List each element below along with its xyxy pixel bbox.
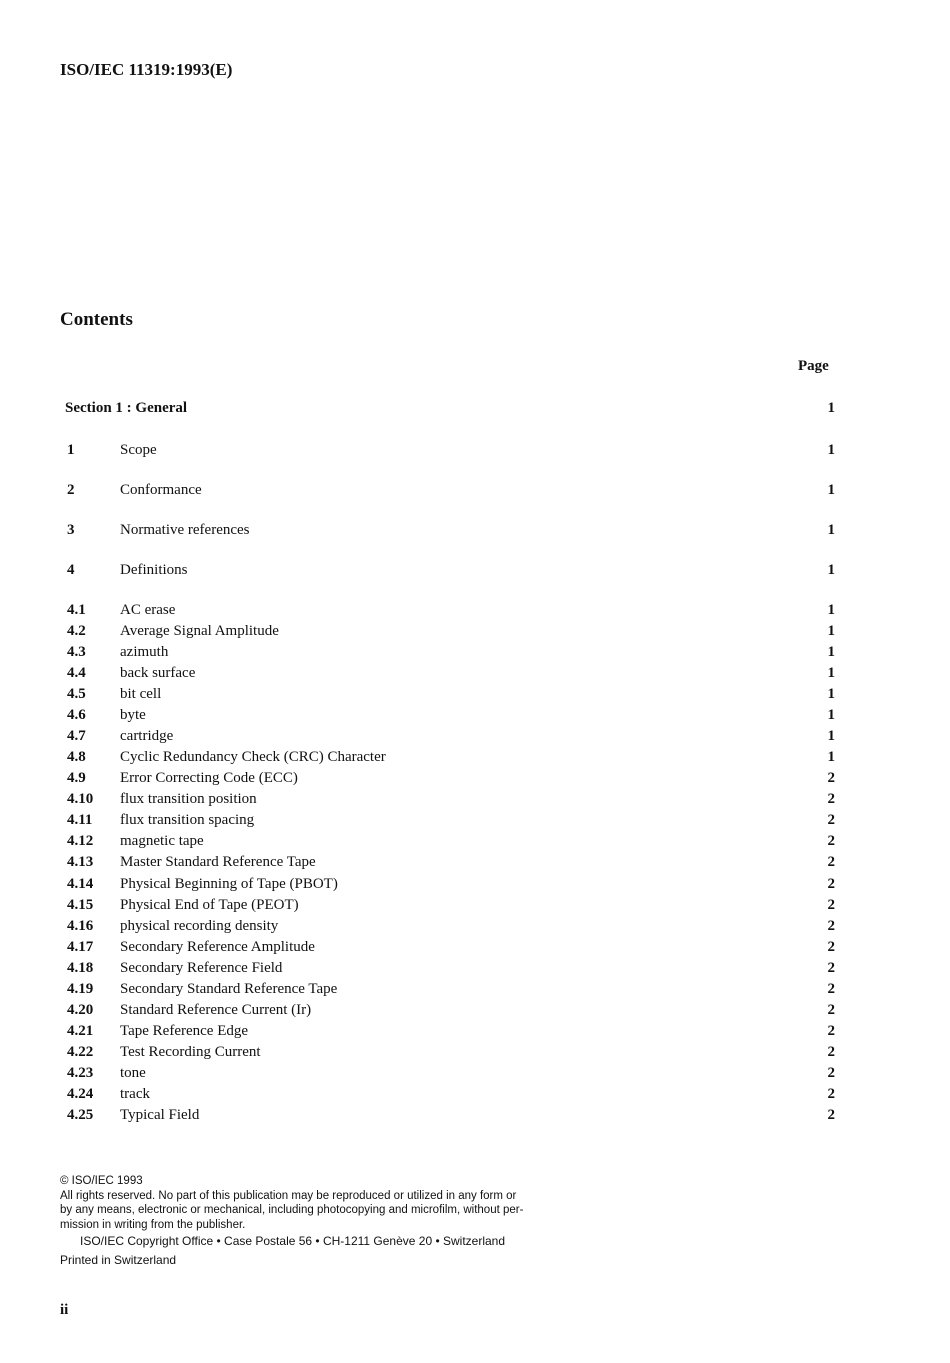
toc-subentry-title: Standard Reference Current (Ir): [120, 1002, 312, 1018]
toc-entry-title: Scope: [120, 442, 157, 458]
toc-subentry-page: 1: [827, 686, 835, 702]
toc-entry-page: 1: [827, 482, 835, 498]
toc-subentry-number: 4.17: [67, 939, 94, 955]
toc-subentry[interactable]: [67, 622, 835, 640]
toc-subentry-number: 4.11: [67, 812, 93, 828]
toc-entry-page: 1: [827, 522, 835, 538]
toc-subentry-number: 4.2: [67, 623, 86, 639]
toc-subentry-page: 2: [827, 1107, 835, 1123]
copyright-line: © ISO/IEC 1993: [60, 1175, 143, 1187]
toc-entry-number: 1: [67, 442, 75, 458]
toc-subentry-page: 1: [827, 707, 835, 723]
printed-in-line: Printed in Switzerland: [60, 1252, 177, 1267]
toc-subentry-number: 4.25: [67, 1107, 94, 1123]
toc-entry-normative-references[interactable]: [67, 521, 835, 539]
toc-subentry-number: 4.14: [67, 876, 94, 892]
toc-subentry-page: 2: [827, 1023, 835, 1039]
toc-subentry-number: 4.22: [67, 1044, 94, 1060]
toc-subentry-title: Physical Beginning of Tape (PBOT): [120, 876, 338, 892]
toc-subentry-page: 2: [827, 918, 835, 934]
toc-subentry-title: flux transition position: [120, 791, 257, 807]
rights-line-1: All rights reserved. No part of this publication may be reproduced or utilized in any form or: [60, 1189, 517, 1202]
toc-subentry[interactable]: [67, 1043, 835, 1061]
toc-subentry[interactable]: [67, 769, 835, 787]
toc-subentry-title: track: [120, 1086, 150, 1102]
toc-section-label: Section 1 : General: [65, 400, 188, 416]
toc-subentry[interactable]: [67, 1085, 835, 1103]
toc-subentry-number: 4.10: [67, 791, 94, 807]
toc-subentry-page: 1: [827, 602, 835, 618]
toc-subentry-title: Cyclic Redundancy Check (CRC) Character: [120, 749, 386, 765]
toc-subentry[interactable]: [67, 601, 835, 619]
toc-subentry-number: 4.24: [67, 1086, 94, 1102]
toc-entry-title: Definitions: [120, 562, 188, 578]
toc-subentry[interactable]: [67, 790, 835, 808]
toc-subentry[interactable]: [67, 959, 835, 977]
toc-subentry-title: Average Signal Amplitude: [120, 623, 279, 639]
toc-subentry-page: 2: [827, 1044, 835, 1060]
toc-subentry-number: 4.9: [67, 770, 86, 786]
toc-subentry-number: 4.13: [67, 854, 94, 870]
toc-subentry[interactable]: [67, 811, 835, 829]
toc-subentry-number: 4.21: [67, 1023, 94, 1039]
toc-entry-definitions[interactable]: [67, 561, 835, 579]
toc-subentry-page: 1: [827, 728, 835, 744]
toc-subentry-page: 2: [827, 897, 835, 913]
contents-title: Contents: [60, 309, 133, 330]
toc-subentry-title: Secondary Reference Field: [120, 960, 283, 976]
toc-subentry-number: 4.5: [67, 686, 86, 702]
toc-subentry[interactable]: [67, 980, 835, 998]
toc-subentry-page: 2: [827, 939, 835, 955]
copyright-notice: [60, 1174, 620, 1267]
toc-subentry-title: flux transition spacing: [120, 812, 255, 828]
toc-subentry-title: Test Recording Current: [120, 1044, 261, 1060]
toc-entry-number: 3: [67, 522, 75, 538]
toc-subentry-title: byte: [120, 707, 146, 723]
toc-subentry-page: 2: [827, 960, 835, 976]
toc-subentry-number: 4.6: [67, 707, 86, 723]
toc-subentry-page: 1: [827, 644, 835, 660]
toc-subentry[interactable]: [67, 706, 835, 724]
toc-entry-page: 1: [827, 442, 835, 458]
toc-subentry[interactable]: [67, 832, 835, 850]
toc-subentry[interactable]: [67, 1022, 835, 1040]
toc-subentry-page: 2: [827, 812, 835, 828]
toc-subentry-title: azimuth: [120, 644, 169, 660]
toc-subentry[interactable]: [67, 1001, 835, 1019]
toc-subentry-number: 4.19: [67, 981, 94, 997]
toc-entry-scope[interactable]: [67, 441, 835, 459]
toc-subentry-page: 2: [827, 791, 835, 807]
toc-subentry-number: 4.20: [67, 1002, 94, 1018]
toc-subentry-title: Tape Reference Edge: [120, 1023, 249, 1039]
toc-subentry-number: 4.8: [67, 749, 86, 765]
toc-subentry-page: 1: [827, 749, 835, 765]
document-id-header: ISO/IEC 11319:1993(E): [60, 60, 233, 79]
toc-subentry-title: Error Correcting Code (ECC): [120, 770, 298, 786]
toc-subentry-page: 2: [827, 770, 835, 786]
toc-subentry-title: physical recording density: [120, 918, 279, 934]
toc-subentry-number: 4.1: [67, 602, 86, 618]
toc-subentry-title: Physical End of Tape (PEOT): [120, 897, 299, 913]
toc-subentry-page: 2: [827, 876, 835, 892]
rights-line-3: mission in writing from the publisher.: [60, 1218, 246, 1231]
toc-entry-number: 4: [67, 562, 75, 578]
toc-subentry-number: 4.15: [67, 897, 94, 913]
toc-subentry-number: 4.12: [67, 833, 94, 849]
toc-subentry-title: Master Standard Reference Tape: [120, 854, 316, 870]
toc-entry-conformance[interactable]: [67, 481, 835, 499]
toc-subentry[interactable]: [67, 664, 835, 682]
toc-entry-title: Normative references: [120, 522, 250, 538]
toc-entry-page: 1: [827, 562, 835, 578]
toc-subentry-page: 1: [827, 665, 835, 681]
toc-entry-title: Conformance: [120, 482, 202, 498]
toc-subentry-page: 2: [827, 1002, 835, 1018]
toc-subentry-title: bit cell: [120, 686, 162, 702]
toc-subentry[interactable]: [67, 748, 835, 766]
toc-subentry[interactable]: [67, 896, 835, 914]
rights-line-2: by any means, electronic or mechanical, including photocopying and microfilm, without per-: [60, 1204, 524, 1216]
toc-subentry[interactable]: [67, 727, 835, 745]
toc-subentry-page: 2: [827, 981, 835, 997]
toc-subentry-title: tone: [120, 1065, 146, 1081]
toc-subentry-number: 4.23: [67, 1065, 94, 1081]
toc-subentry-number: 4.3: [67, 644, 86, 660]
toc-subentry-title: Secondary Standard Reference Tape: [120, 981, 338, 997]
page-number: ii: [60, 1302, 69, 1318]
toc-subentry-title: magnetic tape: [120, 833, 204, 849]
toc-subentry-number: 4.18: [67, 960, 94, 976]
toc-subentry-number: 4.16: [67, 918, 94, 934]
toc-subentry-title: cartridge: [120, 728, 174, 744]
toc-entry-number: 2: [67, 482, 75, 498]
toc-subentry-number: 4.7: [67, 728, 86, 744]
toc-subentry-title: back surface: [120, 665, 196, 681]
toc-section-page: 1: [827, 400, 835, 416]
copyright-office-address: ISO/IEC Copyright Office • Case Postale 56 • CH-1211 Genève 20 • Switzerland: [80, 1234, 506, 1248]
toc-subentry-title: Typical Field: [120, 1107, 200, 1123]
toc-subentry[interactable]: [67, 917, 835, 935]
toc-subentry[interactable]: [67, 1106, 835, 1124]
page-column-heading: Page: [798, 358, 829, 374]
toc-subentry[interactable]: [67, 643, 835, 661]
toc-subentry-number: 4.4: [67, 665, 86, 681]
toc-subentry[interactable]: [67, 1064, 835, 1082]
toc-subentry[interactable]: [67, 685, 835, 703]
toc-subentry-page: 1: [827, 623, 835, 639]
toc-subentry-page: 2: [827, 854, 835, 870]
toc-subentry-title: Secondary Reference Amplitude: [120, 939, 315, 955]
toc-subentry-page: 2: [827, 1086, 835, 1102]
toc-subentry[interactable]: [67, 875, 835, 893]
toc-subentry[interactable]: [67, 938, 835, 956]
toc-subentry[interactable]: [67, 853, 835, 871]
toc-subentry-title: AC erase: [120, 602, 176, 618]
toc-subentry-page: 2: [827, 833, 835, 849]
toc-subentry-page: 2: [827, 1065, 835, 1081]
